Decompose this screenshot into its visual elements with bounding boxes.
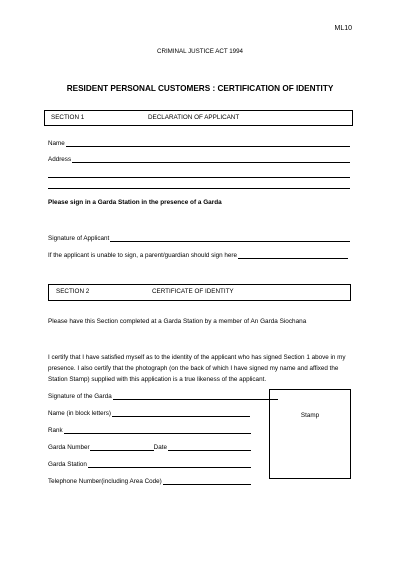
section2-number: SECTION 2 bbox=[56, 288, 90, 295]
guardian-signature-field[interactable] bbox=[48, 250, 348, 259]
telephone-label: Telephone Number(including Area Code) bbox=[48, 478, 162, 485]
section1-heading: DECLARATION OF APPLICANT bbox=[148, 114, 240, 121]
garda-name-line[interactable] bbox=[112, 409, 250, 417]
applicant-signature-line[interactable] bbox=[110, 234, 350, 242]
section2-box bbox=[48, 284, 351, 301]
garda-name-field[interactable] bbox=[48, 408, 250, 417]
rank-line[interactable] bbox=[64, 426, 251, 434]
name-label: Name bbox=[48, 140, 65, 147]
section1-number: SECTION 1 bbox=[51, 114, 85, 121]
rank-label: Rank bbox=[48, 427, 63, 434]
sign-instruction: Please sign in a Garda Station in the presence of a Garda bbox=[48, 199, 222, 206]
section2-note: Please have this Section completed at a Garda Station by a member of An Garda Siochana bbox=[48, 318, 307, 325]
guardian-signature-line[interactable] bbox=[238, 251, 348, 259]
garda-number-label: Garda Number bbox=[48, 444, 90, 451]
address-label: Address bbox=[48, 156, 72, 163]
name-field[interactable] bbox=[48, 138, 350, 147]
garda-number-line[interactable] bbox=[90, 443, 154, 451]
section2-heading: CERTIFICATE OF IDENTITY bbox=[152, 288, 234, 295]
stamp-label: Stamp bbox=[300, 412, 320, 419]
certification-text: I certify that I have satisfied myself as to the identity of the applicant who has signed Section 1 above in my presence. I also certify that the photograph (on the back of which I have signed my name and affixed the Station Stamp) supplied with this application is a true likeness of the applicant. bbox=[48, 354, 346, 384]
garda-signature-field[interactable] bbox=[48, 391, 278, 400]
date-line[interactable] bbox=[168, 443, 251, 451]
garda-signature-line[interactable] bbox=[113, 392, 278, 400]
garda-number-date-field[interactable] bbox=[48, 442, 251, 451]
stamp-box[interactable] bbox=[269, 389, 351, 479]
telephone-field[interactable] bbox=[48, 476, 251, 485]
garda-station-line[interactable] bbox=[88, 460, 251, 468]
garda-station-label: Garda Station bbox=[48, 461, 87, 468]
applicant-signature-field[interactable] bbox=[48, 233, 350, 242]
page-title: RESIDENT PERSONAL CUSTOMERS : CERTIFICATION OF IDENTITY bbox=[66, 84, 334, 93]
rank-field[interactable] bbox=[48, 425, 251, 434]
address-line-2[interactable] bbox=[48, 177, 350, 178]
applicant-signature-label: Signature of Applicant bbox=[48, 235, 110, 242]
act-heading: CRIMINAL JUSTICE ACT 1994 bbox=[157, 48, 243, 55]
address-line[interactable] bbox=[72, 155, 350, 163]
name-line[interactable] bbox=[66, 139, 350, 147]
date-label: Date bbox=[153, 444, 167, 451]
section1-box bbox=[44, 110, 353, 126]
garda-signature-label: Signature of the Garda bbox=[48, 393, 112, 400]
guardian-signature-label: If the applicant is unable to sign, a parent/guardian should sign here bbox=[48, 252, 238, 259]
form-code: ML10 bbox=[334, 25, 352, 32]
garda-name-label: Name (in block letters) bbox=[48, 410, 111, 417]
telephone-line[interactable] bbox=[163, 477, 251, 485]
garda-station-field[interactable] bbox=[48, 459, 251, 468]
address-field[interactable] bbox=[48, 154, 350, 163]
address-line-3[interactable] bbox=[48, 188, 350, 189]
